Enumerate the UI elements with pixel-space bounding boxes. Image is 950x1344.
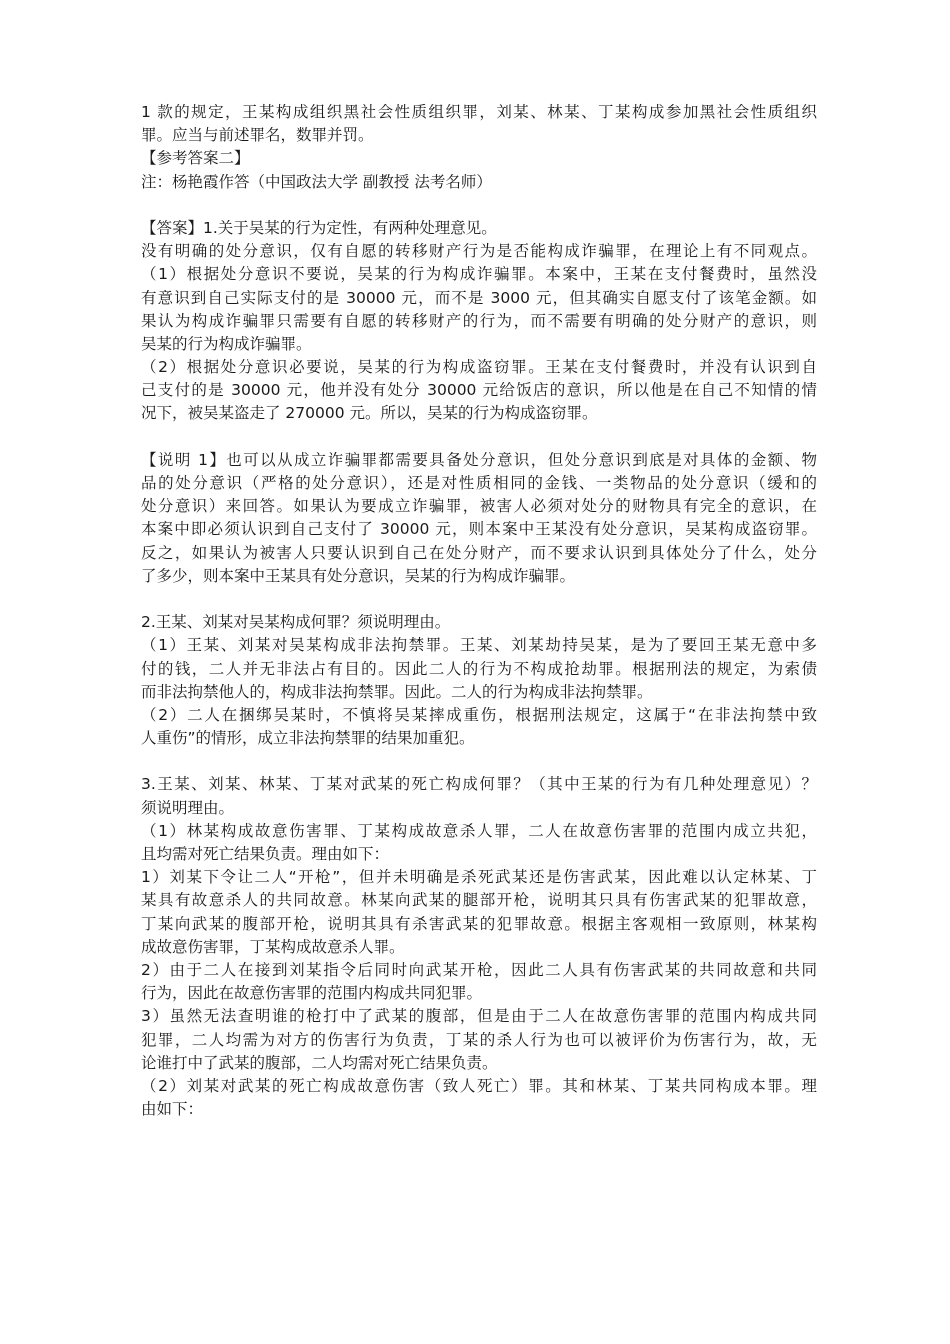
text-line: 成故意伤害罪，丁某构成故意杀人罪。 <box>141 937 405 956</box>
text-line: 3）虽然无法查明谁的枪打中了武某的腹部，但是由于二人在故意伤害罪的范围内构成共同 <box>141 1007 817 1026</box>
text-line: 注：杨艳霞作答（中国政法大学 副教授 法考名师） <box>141 172 492 191</box>
text-line: 3.王某、刘某、林某、丁某对武某的死亡构成何罪？（其中王某的行为有几种处理意见）？ <box>141 775 817 794</box>
paragraph-gap <box>141 588 817 611</box>
text-line: 人重伤”的情形，成立非法拘禁罪的结果加重犯。 <box>141 729 475 748</box>
paragraph-gap <box>141 750 817 773</box>
text-line: 付的钱，二人并无非法占有目的。因此二人的行为不构成抢劫罪。根据刑法的规定，为索债 <box>141 659 817 678</box>
text-line: （2）刘某对武某的死亡构成故意伤害（致人死亡）罪。其和林某、丁某共同构成本罪。理 <box>141 1076 817 1095</box>
text-line: 果认为构成诈骗罪只需要有自愿的转移财产的行为，而不需要有明确的处分财产的意识，则 <box>141 311 817 330</box>
text-line: 犯罪，二人均需为对方的伤害行为负责，丁某的杀人行为也可以被评价为伤害行为，故，无 <box>141 1030 817 1049</box>
text-line: （2）二人在捆绑吴某时，不慎将吴某摔成重伤，根据刑法规定，这属于“在非法拘禁中致 <box>141 705 817 724</box>
text-line: 罪。应当与前述罪名，数罪并罚。 <box>141 126 374 145</box>
paragraph <box>141 101 817 194</box>
text-line: 2.王某、刘某对吴某构成何罪？须说明理由。 <box>141 613 451 632</box>
document-page <box>141 101 817 1121</box>
text-line: 行为，因此在故意伤害罪的范围内构成共同犯罪。 <box>141 984 483 1003</box>
text-line: 由如下： <box>141 1100 204 1119</box>
text-line: 论谁打中了武某的腹部，二人均需对死亡结果负责。 <box>141 1053 498 1072</box>
text-line: 1）刘某下令让二人“开枪”，但并未明确是杀死武某还是伤害武某，因此难以认定林某、丁 <box>141 868 817 887</box>
paragraph <box>141 611 817 750</box>
text-line: 本案中即必须认识到自己支付了 30000 元，则本案中王某没有处分意识，吴某构成盗窃罪。 <box>141 520 817 539</box>
paragraph-gap <box>141 194 817 217</box>
text-line: 吴某的行为构成诈骗罪。 <box>141 334 312 353</box>
text-line: 没有明确的处分意识，仅有自愿的转移财产行为是否能构成诈骗罪，在理论上有不同观点。 <box>141 242 817 261</box>
text-line: 【说明 1】也可以从成立诈骗罪都需要具备处分意识，但处分意识到底是对具体的金额、物 <box>141 450 817 469</box>
paragraph <box>141 773 817 1121</box>
paragraph-gap <box>141 426 817 449</box>
text-line: 【答案】1.关于吴某的行为定性，有两种处理意见。 <box>141 218 497 237</box>
text-line: 且均需对死亡结果负责。理由如下： <box>141 845 390 863</box>
text-line: 己支付的是 30000 元，他并没有处分 30000 元给饭店的意识，所以他是在自己不知情的情 <box>141 381 817 400</box>
text-line: 某具有故意杀人的共同故意。林某向武某的腿部开枪，说明其只具有伤害武某的犯罪故意， <box>141 891 817 910</box>
text-line: （1）王某、刘某对吴某构成非法拘禁罪。王某、刘某劫持吴某，是为了要回王某无意中多 <box>141 636 817 655</box>
text-line: 处分意识）来回答。如果认为要成立诈骗罪，被害人必须对处分的财物具有完全的意识，在 <box>141 497 817 516</box>
text-line: 【参考答案二】 <box>141 149 250 168</box>
text-line: （2）根据处分意识必要说，吴某的行为构成盗窃罪。王某在支付餐费时，并没有认识到自 <box>141 358 817 377</box>
paragraph <box>141 217 817 426</box>
text-line: 而非法拘禁他人的，构成非法拘禁罪。因此。二人的行为构成非法拘禁罪。 <box>141 682 653 701</box>
text-line: 1 款的规定，王某构成组织黑社会性质组织罪，刘某、林某、丁某构成参加黑社会性质组织 <box>141 103 817 121</box>
text-line: 2）由于二人在接到刘某指令后同时向武某开枪，因此二人具有伤害武某的共同故意和共同 <box>141 960 817 979</box>
text-line: 反之，如果认为被害人只要认识到自己在处分财产，而不要求认识到具体处分了什么，处分 <box>141 543 817 562</box>
paragraph <box>141 449 817 588</box>
text-line: 况下，被吴某盗走了 270000 元。所以，吴某的行为构成盗窃罪。 <box>141 404 598 423</box>
text-line: 了多少，则本案中王某具有处分意识，吴某的行为构成诈骗罪。 <box>141 566 576 585</box>
text-line: （1）林某构成故意伤害罪、丁某构成故意杀人罪，二人在故意伤害罪的范围内成立共犯， <box>141 821 817 840</box>
text-line: 须说明理由。 <box>141 798 235 817</box>
text-line: 品的处分意识（严格的处分意识），还是对性质相同的金钱、一类物品的处分意识（缓和的 <box>141 474 817 492</box>
text-line: 丁某向武某的腹部开枪，说明其具有杀害武某的犯罪故意。根据主客观相一致原则，林某构 <box>141 914 817 933</box>
text-line: 有意识到自己实际支付的是 30000 元，而不是 3000 元，但其确实自愿支付了该笔金额。如 <box>141 288 817 307</box>
text-line: （1）根据处分意识不要说，吴某的行为构成诈骗罪。本案中，王某在支付餐费时，虽然没 <box>141 265 817 284</box>
